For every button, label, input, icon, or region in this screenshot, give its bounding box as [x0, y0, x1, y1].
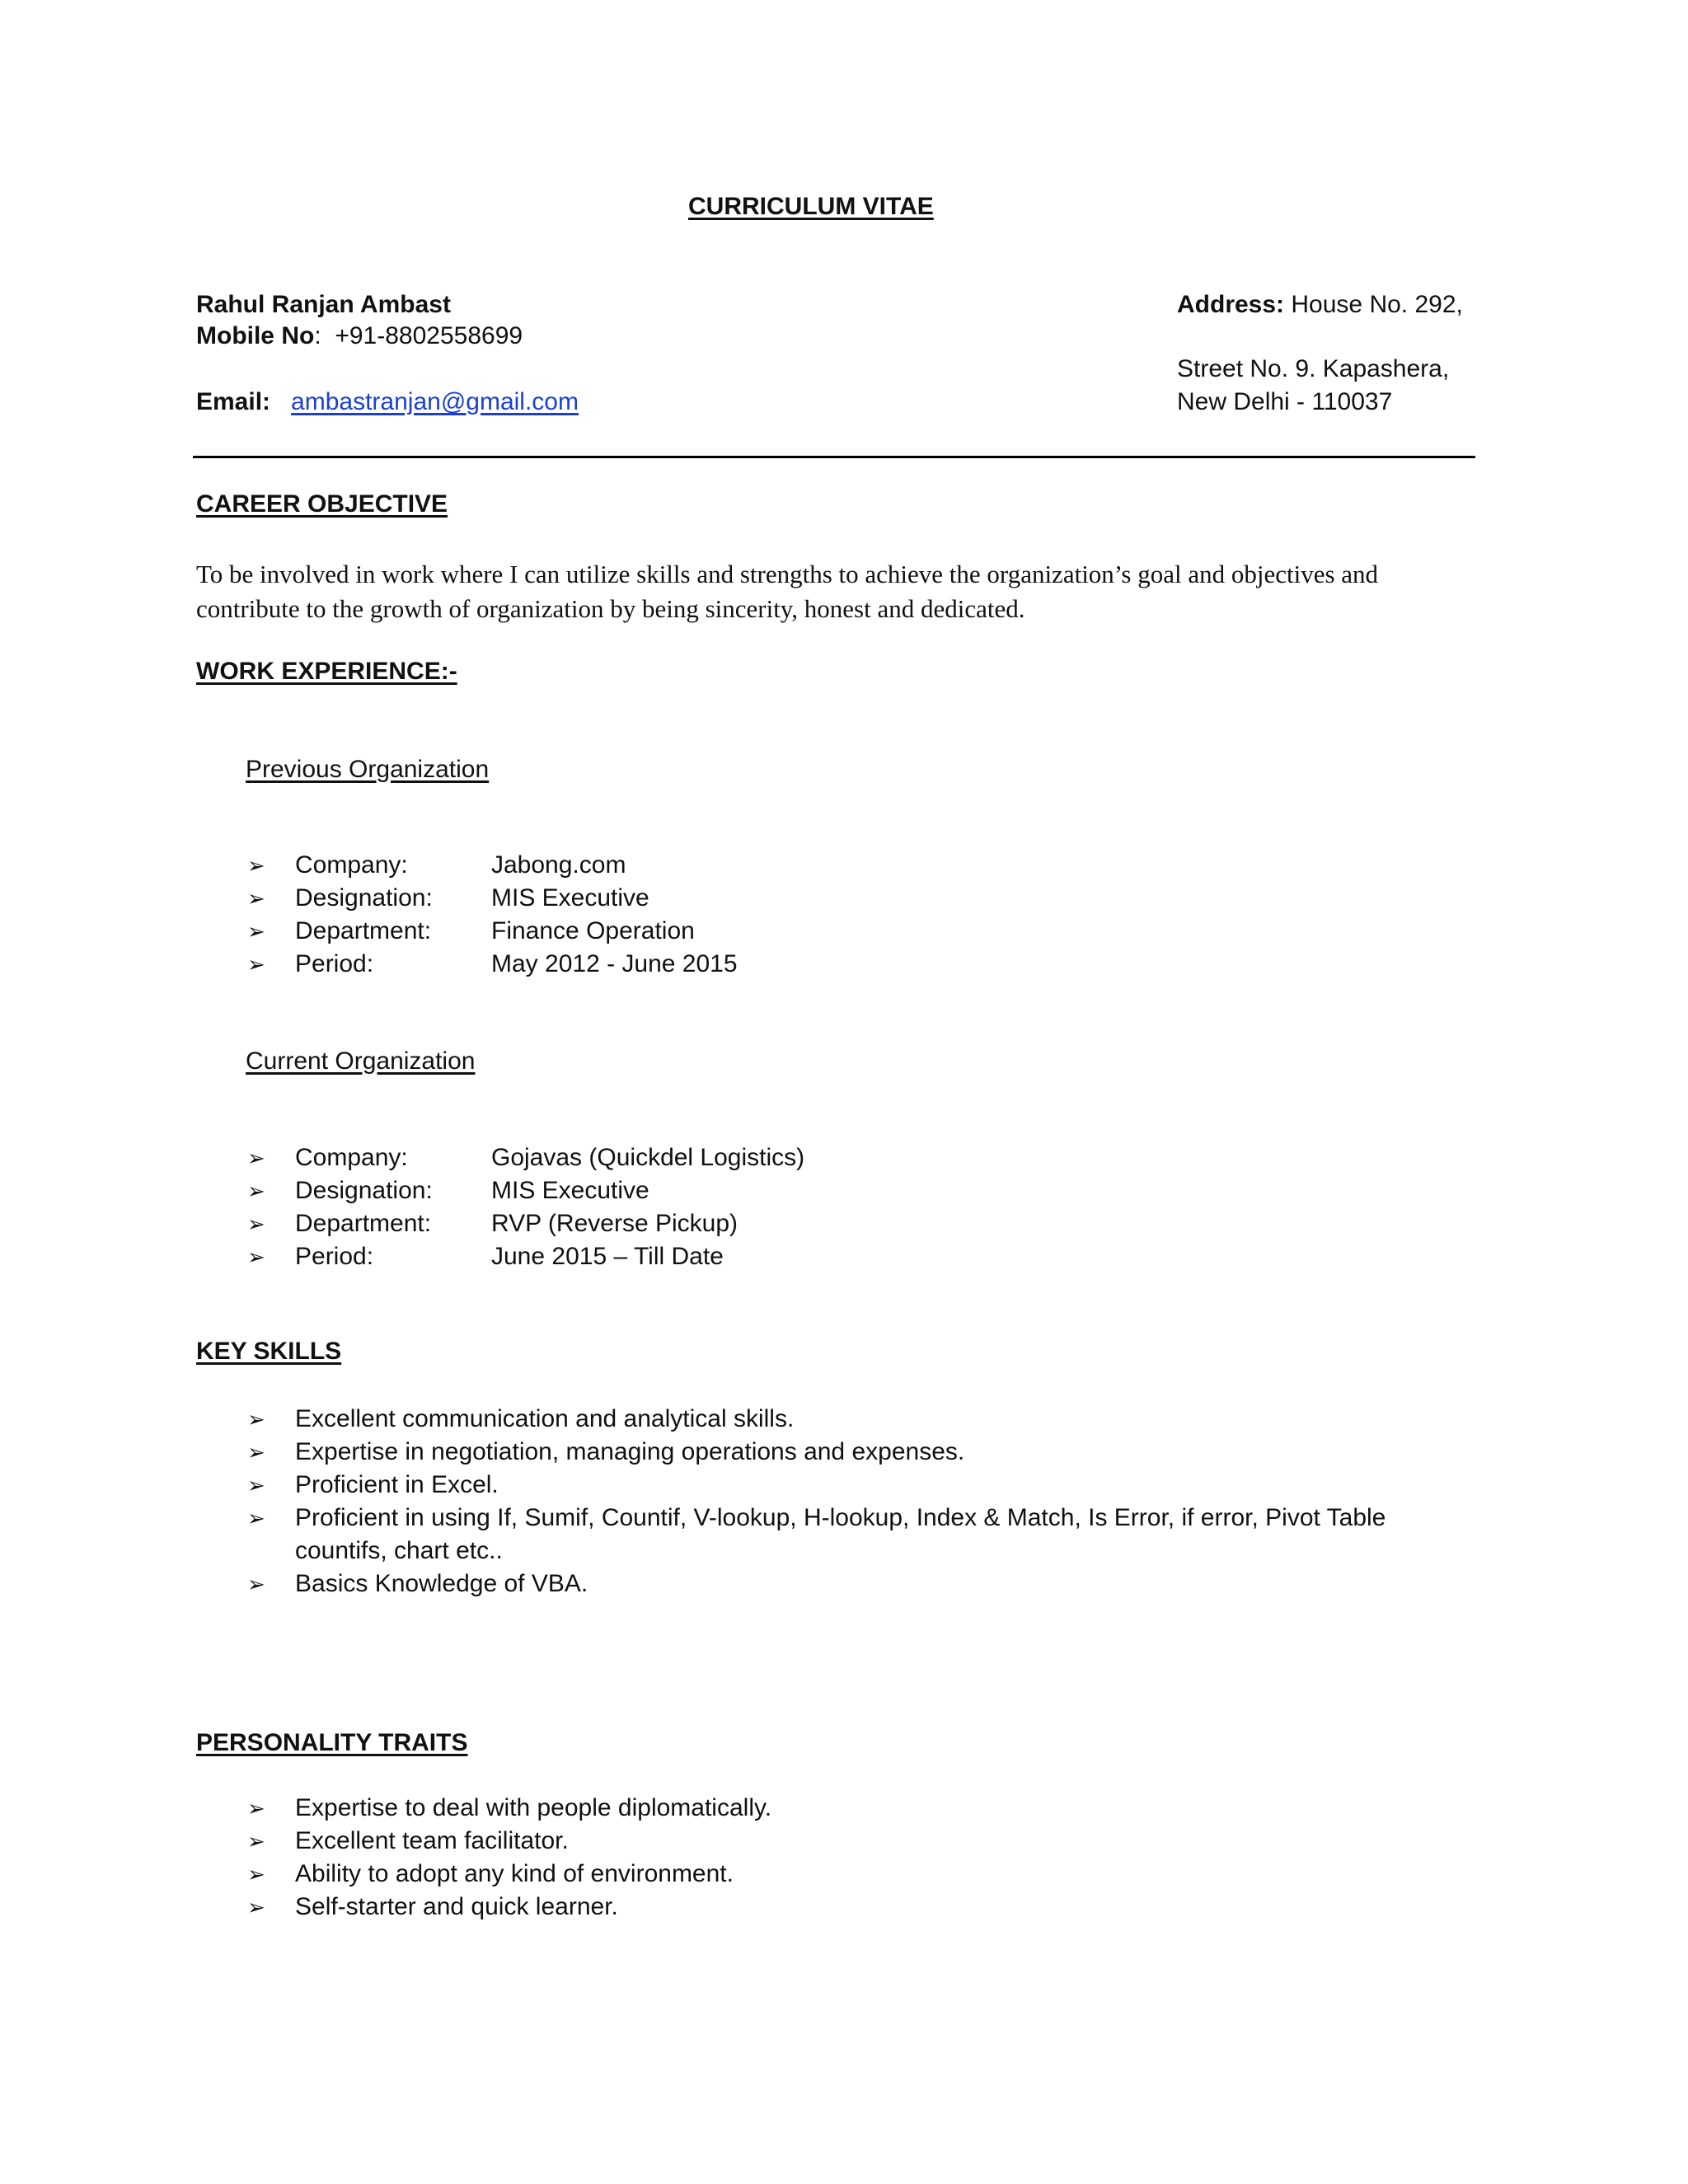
field-value: MIS Executive	[491, 884, 649, 912]
address-line-1	[1177, 291, 1463, 319]
arrow-bullet-icon: ➢	[247, 1506, 265, 1530]
field-value: Gojavas (Quickdel Logistics)	[491, 1144, 805, 1171]
trait-text: Excellent team facilitator.	[295, 1827, 569, 1854]
field-label: Designation:	[295, 884, 433, 912]
arrow-bullet-icon: ➢	[247, 1212, 265, 1236]
header-divider	[193, 456, 1475, 458]
email-link[interactable]: ambastranjan@gmail.com	[291, 388, 579, 415]
career-objective-line-1: To be involved in work where I can utilize skills and strengths to achieve the organization’s goal and objectives and	[196, 560, 1379, 588]
field-label: Department:	[295, 1210, 432, 1237]
trait-text: Expertise to deal with people diplomatically.	[295, 1794, 772, 1821]
field-value: June 2015 – Till Date	[491, 1243, 724, 1270]
mobile-separator: :	[314, 322, 321, 349]
arrow-bullet-icon: ➢	[247, 1796, 265, 1821]
skill-text: Basics Knowledge of VBA.	[295, 1570, 588, 1597]
arrow-bullet-icon: ➢	[247, 1895, 265, 1919]
field-value: RVP (Reverse Pickup)	[491, 1210, 738, 1237]
skill-text: Proficient in using If, Sumif, Countif, V-lookup, H-lookup, Index & Match, Is Error, if error, Pivot Table countifs, chart etc..	[295, 1504, 1386, 1564]
trait-text: Self-starter and quick learner.	[295, 1893, 618, 1920]
address-label: Address:	[1177, 291, 1285, 318]
arrow-bullet-icon: ➢	[247, 1244, 265, 1269]
address-line-3: New Delhi - 110037	[1177, 388, 1393, 415]
career-objective-heading: CAREER OBJECTIVE	[196, 490, 448, 518]
candidate-name: Rahul Ranjan Ambast	[196, 291, 451, 318]
field-label: Company:	[295, 1144, 408, 1171]
arrow-bullet-icon: ➢	[247, 1146, 265, 1170]
skill-text: Excellent communication and analytical skills.	[295, 1405, 795, 1432]
arrow-bullet-icon: ➢	[247, 919, 265, 944]
previous-organization-heading: Previous Organization	[246, 756, 490, 783]
document-title: CURRICULUM VITAE	[688, 193, 934, 220]
mobile-value: +91-8802558699	[335, 322, 523, 349]
arrow-bullet-icon: ➢	[247, 952, 265, 977]
mobile-line	[196, 322, 523, 350]
field-value: Jabong.com	[491, 851, 626, 879]
arrow-bullet-icon: ➢	[247, 1473, 265, 1497]
skill-text: Proficient in Excel.	[295, 1471, 499, 1498]
personality-traits-heading: PERSONALITY TRAITS	[196, 1729, 468, 1756]
field-value: May 2012 - June 2015	[491, 950, 738, 977]
arrow-bullet-icon: ➢	[247, 1862, 265, 1886]
field-value: Finance Operation	[491, 917, 695, 944]
arrow-bullet-icon: ➢	[247, 1829, 265, 1854]
field-value: MIS Executive	[491, 1177, 649, 1204]
work-experience-heading: WORK EXPERIENCE:-	[196, 658, 457, 685]
key-skills-heading: KEY SKILLS	[196, 1338, 342, 1365]
career-objective-line-2: contribute to the growth of organization by being sincerity, honest and dedicated.	[196, 594, 1025, 623]
email-label: Email:	[196, 388, 271, 415]
trait-text: Ability to adopt any kind of environment.	[295, 1860, 734, 1887]
email-line	[196, 388, 579, 416]
mobile-label: Mobile No	[196, 322, 315, 349]
skill-text: Expertise in negotiation, managing operations and expenses.	[295, 1438, 965, 1465]
address-line-2: Street No. 9. Kapashera,	[1177, 355, 1450, 382]
arrow-bullet-icon: ➢	[247, 1407, 265, 1432]
arrow-bullet-icon: ➢	[247, 853, 265, 878]
field-label: Period:	[295, 1243, 374, 1270]
field-label: Period:	[295, 950, 374, 977]
arrow-bullet-icon: ➢	[247, 1572, 265, 1596]
current-organization-heading: Current Organization	[246, 1047, 476, 1075]
field-label: Company:	[295, 851, 408, 879]
address-value-1: House No. 292,	[1291, 291, 1463, 318]
arrow-bullet-icon: ➢	[247, 1440, 265, 1465]
field-label: Designation:	[295, 1177, 433, 1204]
arrow-bullet-icon: ➢	[247, 1179, 265, 1203]
arrow-bullet-icon: ➢	[247, 886, 265, 911]
field-label: Department:	[295, 917, 432, 944]
